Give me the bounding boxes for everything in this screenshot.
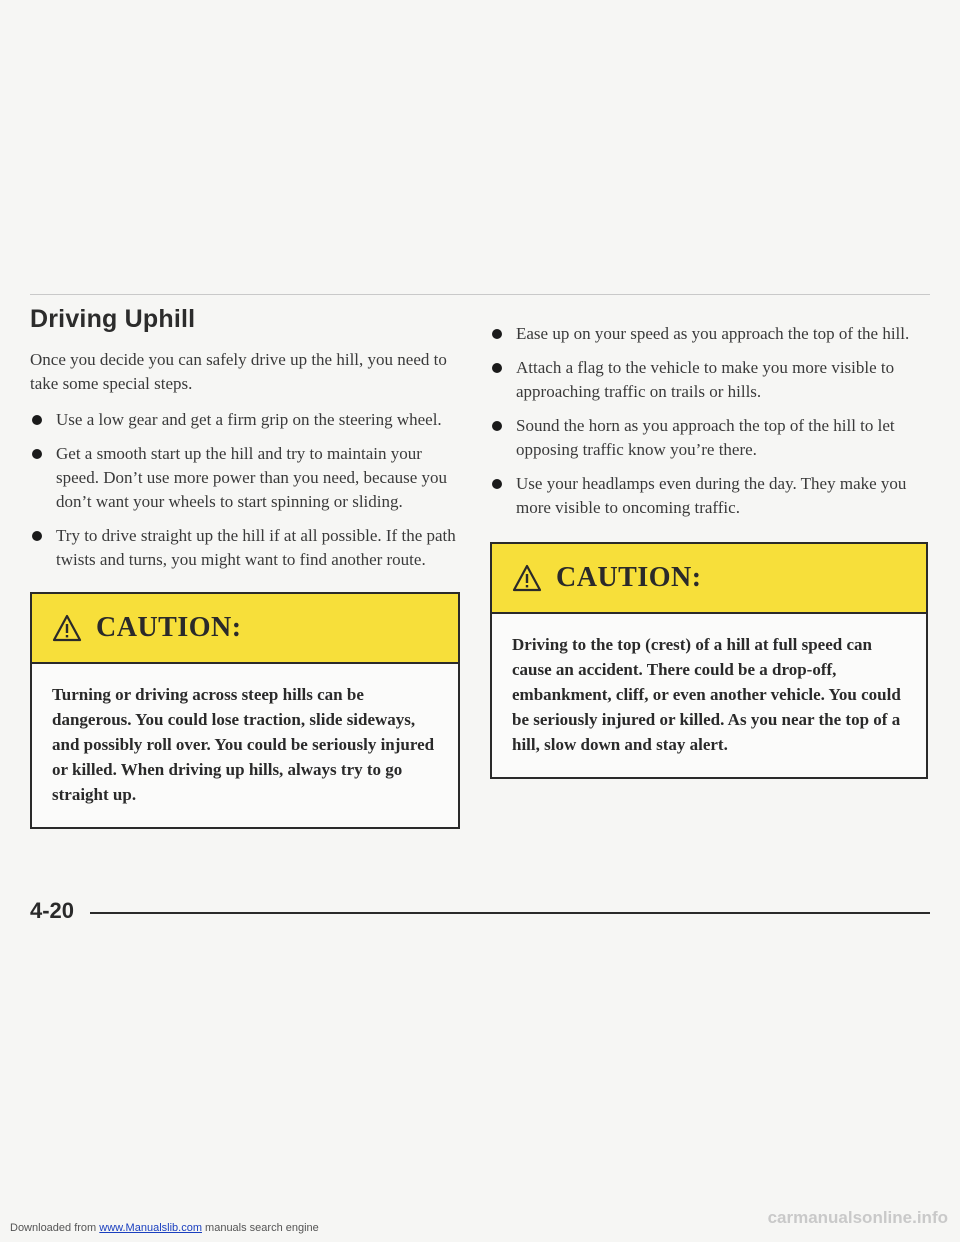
caution-label: CAUTION: xyxy=(556,562,702,593)
right-bullet-list xyxy=(490,322,930,520)
bullet-text: Ease up on your speed as you approach the top of the hill. xyxy=(516,324,910,343)
intro-paragraph: Once you decide you can safely drive up the hill, you need to take some special steps. xyxy=(30,350,447,393)
footer-suffix: manuals search engine xyxy=(201,1222,319,1234)
bullet-icon xyxy=(492,421,502,431)
footer-prefix: Downloaded from xyxy=(10,1222,100,1234)
right-column xyxy=(490,322,930,779)
watermark: carmanualsonline.info xyxy=(767,1208,948,1227)
list-item xyxy=(490,414,930,462)
bottom-divider xyxy=(90,912,930,914)
bullet-text: Try to drive straight up the hill if at all possible. If the path twists and turns, you might want to find another route. xyxy=(56,526,456,569)
caution-header xyxy=(32,594,458,664)
warning-triangle-icon xyxy=(52,614,82,642)
list-item xyxy=(490,356,930,404)
bullet-icon xyxy=(32,531,42,541)
caution-text: Turning or driving across steep hills can be dangerous. You could lose traction, slide sideways, and possibly roll over. You could be seriously injured or killed. When driving up hills, always try to go straight up. xyxy=(52,685,435,804)
left-bullet-list xyxy=(30,408,460,572)
top-divider xyxy=(30,294,930,295)
caution-header xyxy=(492,544,926,614)
bullet-icon xyxy=(492,479,502,489)
left-column xyxy=(30,305,460,829)
list-item xyxy=(30,524,460,572)
manualslib-link[interactable]: www.Manualslib.com xyxy=(99,1222,202,1234)
bullet-icon xyxy=(492,329,502,339)
page-title: Driving Uphill xyxy=(30,305,196,333)
list-item xyxy=(490,472,930,520)
caution-box-right xyxy=(490,542,928,779)
bullet-text: Attach a flag to the vehicle to make you more visible to approaching traffic on trails or hills. xyxy=(516,358,895,401)
bullet-icon xyxy=(32,449,42,459)
bullet-text: Use a low gear and get a firm grip on the steering wheel. xyxy=(56,410,442,429)
download-source-footer xyxy=(10,1222,319,1234)
warning-triangle-icon xyxy=(512,564,542,592)
bullet-text: Get a smooth start up the hill and try to maintain your speed. Don’t use more power than you need, because you don’t want your wheels to start spinning or sliding. xyxy=(56,444,448,511)
bullet-text: Use your headlamps even during the day. They make you more visible to oncoming traffic. xyxy=(516,474,907,517)
list-item xyxy=(30,408,460,432)
bullet-icon xyxy=(492,363,502,373)
caution-box-left xyxy=(30,592,460,829)
bullet-text: Sound the horn as you approach the top of the hill to let opposing traffic know you’re there. xyxy=(516,416,895,459)
list-item xyxy=(30,442,460,514)
bullet-icon xyxy=(32,415,42,425)
caution-text: Driving to the top (crest) of a hill at full speed can cause an accident. There could be a drop-off, embankment, cliff, or even another vehicle. You could be seriously injured or killed. As you near the top of a hill, slow down and stay alert. xyxy=(512,635,901,754)
page-number: 4-20 xyxy=(30,898,75,923)
caution-label: CAUTION: xyxy=(96,612,242,643)
list-item xyxy=(490,322,930,346)
